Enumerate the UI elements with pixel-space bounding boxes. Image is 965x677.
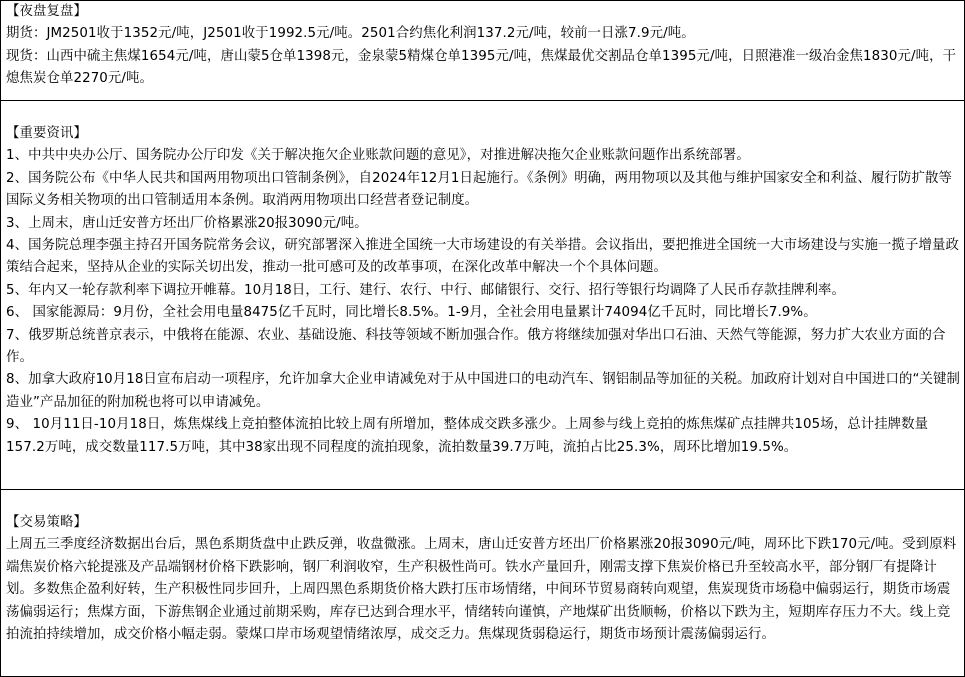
spacer bbox=[6, 490, 960, 512]
news-item: 8、加拿大政府10月18日宣布启动一项程序，允许加拿大企业申请减免对于从中国进口的电动汽车、钢铝制品等加征的关税。加政府计划对自中国进口的“关键制造业”产品加征的附加税也将可以申请减免。 bbox=[6, 372, 961, 410]
spacer bbox=[6, 101, 960, 123]
night-review-title: 【夜盘复盘】 bbox=[6, 4, 87, 19]
news-item: 9、 10月11日-10月18日，炼焦煤线上竞拍整体流拍比较上周有所增加，整体成交跌多涨少。上周参与线上竞拍的炼焦煤矿点挂牌共105场，总计挂牌数量157.2万吨，成交数量117.5万吨，其中38家出现不同程度的流拍现象，流拍数量39.7万吨，流拍占比25.3%，周环比增加19.5%。 bbox=[6, 417, 929, 455]
news-item: 4、国务院总理李强主持召开国务院常务会议，研究部署深入推进全国统一大市场建设的有关举措。会议指出，要把推进全国统一大市场建设与实施一揽子增量政策结合起来，坚持从企业的实际关切出发，推动一批可感可及的改革事项，在深化改革中解决一个个具体问题。 bbox=[6, 238, 959, 276]
strategy-section bbox=[1, 489, 964, 676]
strategy-title: 【交易策略】 bbox=[6, 515, 87, 530]
news-title: 【重要资讯】 bbox=[6, 126, 87, 141]
news-item: 3、上周末，唐山迁安普方坯出厂价格累涨20报3090元/吨。 bbox=[6, 215, 368, 231]
strategy-text: 上周五三季度经济数据出台后，黑色系期货盘中止跌反弹，收盘微涨。上周末，唐山迁安普方坯出厂价格累涨20报3090元/吨，周环比下跌170元/吨。受到原料端焦炭价格六轮提涨及产品端钢材价格下跌影响，钢厂利润收窄，生产积极性尚可。铁水产量回升，刚需支撑下焦炭价格已升至较高水平，部分钢厂有提降计划。多数焦企盈利好转，生产积极性同步回升，上周四黑色系期货价格大跌打压市场情绪，中间环节贸易商转向观望，焦炭现货市场稳中偏弱运行，期货市场震荡偏弱运行；焦煤方面，下游焦钢企业通过前期采购，库存已达到合理水平，情绪转向谨慎，产地煤矿出货顺畅，价格以下跌为主，短期库存压力不大。线上竞拍流拍持续增加，成交价格小幅走弱。蒙煤口岸市场观望情绪浓厚，成交乏力。焦煤现货弱稳运行，期货市场预计震荡偏弱运行。 bbox=[6, 537, 957, 643]
news-section bbox=[1, 100, 964, 488]
news-item: 7、俄罗斯总统普京表示，中俄将在能源、农业、基础设施、科技等领域不断加强合作。俄方将继续加强对华出口石油、天然气等能源，努力扩大农业方面的合作。 bbox=[6, 327, 946, 366]
news-item: 2、国务院公布《中华人民共和国两用物项出口管制条例》，自2024年12月1日起施行。《条例》明确，两用物项以及其他与维护国家安全和利益、履行防扩散等国际义务相关物项的出口管制适用本条例。取消两用物项出口经营者登记制度。 bbox=[6, 170, 952, 209]
night-review-section bbox=[1, 1, 964, 100]
news-item: 5、年内又一轮存款利率下调拉开帷幕。10月18日，工行、建行、农行、中行、邮储银行、交行、招行等银行均调降了人民币存款挂牌利率。 bbox=[6, 282, 846, 298]
news-item: 6、 国家能源局：9月份，全社会用电量8475亿千瓦时，同比增长8.5%。1-9月，全社会用电量累计74094亿千瓦时，同比增长7.9%。 bbox=[6, 305, 817, 321]
futures-line: 期货：JM2501收于1352元/吨，J2501收于1992.5元/吨。2501合约焦化利润137.2元/吨，较前一日涨7.9元/吨。 bbox=[6, 26, 695, 42]
spot-line: 现货：山西中硫主焦煤1654元/吨，唐山蒙5仓单1398元，金泉蒙5精煤仓单1395元/吨，焦煤最优交割品仓单1395元/吨，日照港准一级冶金焦1830元/吨，干熄焦炭仓单2270元/吨。 bbox=[6, 48, 957, 87]
news-item: 1、中共中央办公厅、国务院办公厅印发《关于解决拖欠企业账款问题的意见》，对推进解决拖欠企业账款问题作出系统部署。 bbox=[6, 148, 750, 164]
